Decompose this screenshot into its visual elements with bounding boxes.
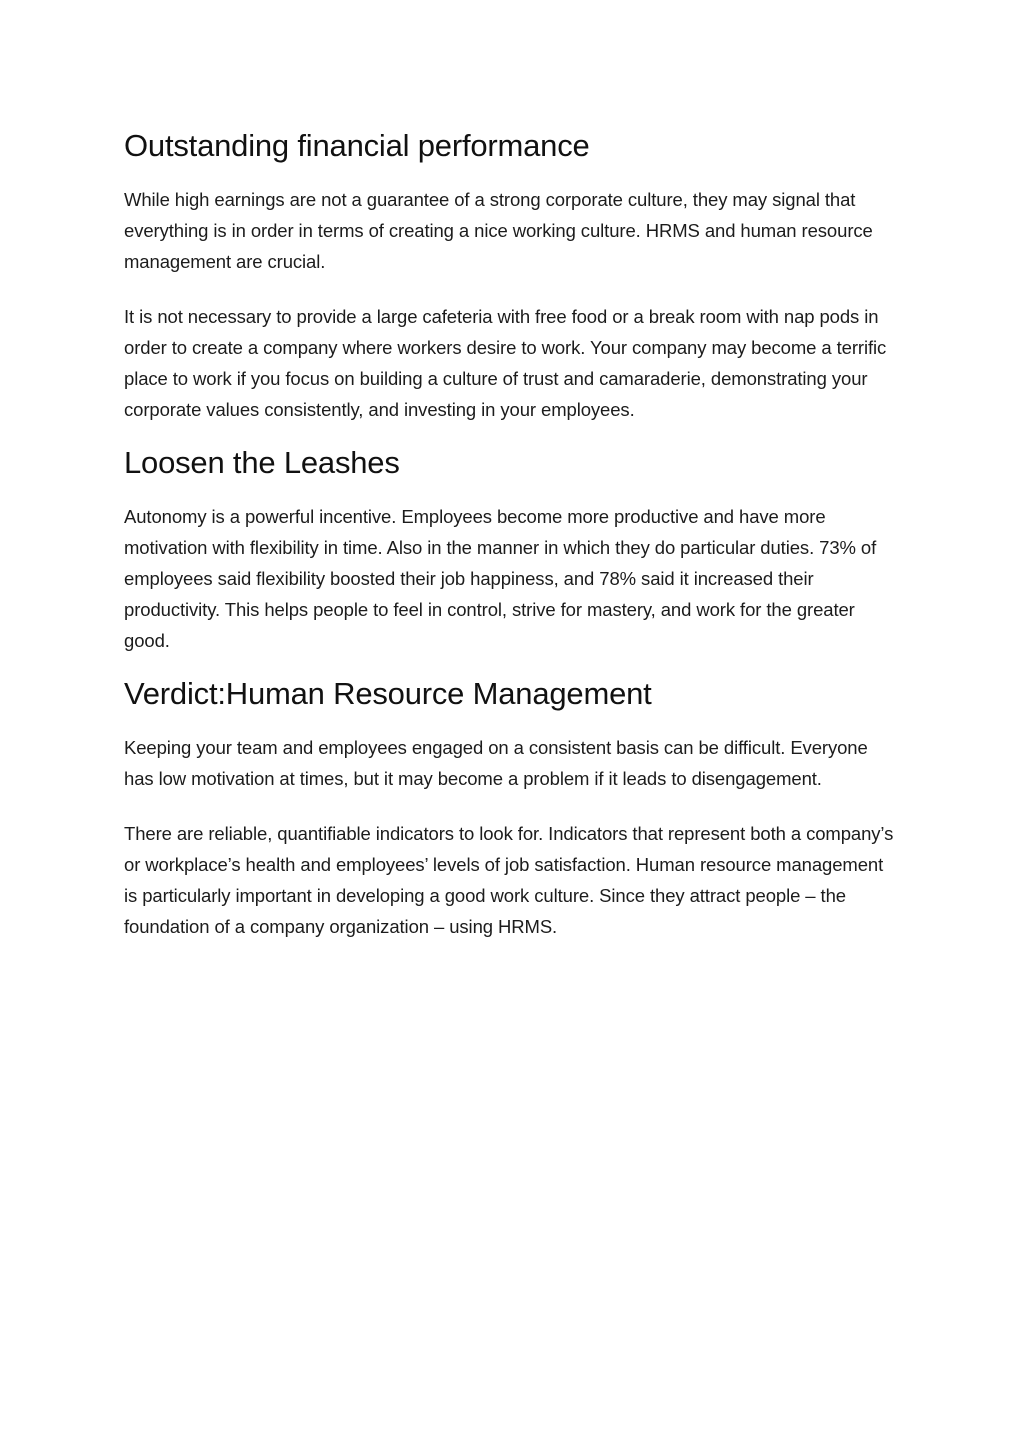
paragraph: Keeping your team and employees engaged on a consistent basis can be difficult. Everyone has low motivation at times, but it may become a problem if it leads to disengagement. xyxy=(124,737,868,789)
section-verdict xyxy=(124,672,900,942)
paragraph: Autonomy is a powerful incentive. Employees become more productive and have more motivation with flexibility in time. Also in the manner in which they do particular duties. 73% of employees said flexibility boosted their job happiness, and 78% said it increased their productivity. This helps people to feel in control, strive for mastery, and work for the greater good. xyxy=(124,506,877,651)
section-heading: Loosen the Leashes xyxy=(124,445,400,480)
section-financial-performance xyxy=(124,124,900,425)
document-page xyxy=(124,124,900,966)
section-heading: Verdict:Human Resource Management xyxy=(124,676,652,711)
section-loosen-the-leashes xyxy=(124,441,900,656)
paragraph: There are reliable, quantifiable indicators to look for. Indicators that represent both a company’s or workplace’s health and employees’ levels of job satisfaction. Human resource management is particularly important in developing a good work culture. Since they attract people – the foundation of a company organization – using HRMS. xyxy=(124,823,894,937)
paragraph: While high earnings are not a guarantee of a strong corporate culture, they may signal that everything is in order in terms of creating a nice working culture. HRMS and human resource management are crucial. xyxy=(124,189,873,272)
paragraph: It is not necessary to provide a large cafeteria with free food or a break room with nap pods in order to create a company where workers desire to work. Your company may become a terrific place to work if you focus on building a culture of trust and camaraderie, demonstrating your corporate values consistently, and investing in your employees. xyxy=(124,306,887,420)
section-heading: Outstanding financial performance xyxy=(124,128,590,163)
